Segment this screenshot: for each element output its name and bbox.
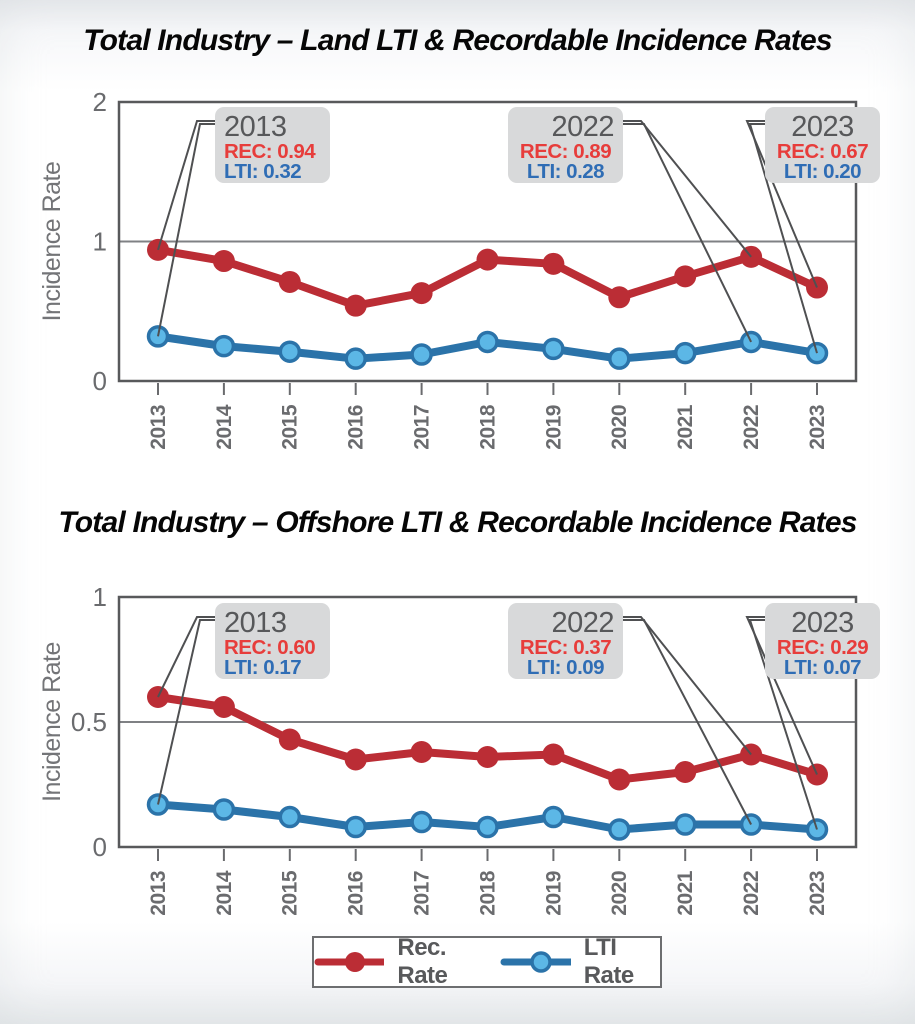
lti-rate-point xyxy=(412,813,431,832)
callout-rec-value: REC: 0.29 xyxy=(776,636,869,659)
rec-rate-point xyxy=(279,729,301,751)
rec-rate-legend-dot xyxy=(345,952,365,972)
rec-rate-point xyxy=(279,271,301,293)
y-tick-label: 1 xyxy=(92,226,107,257)
callout-lti-value: LTI: 0.17 xyxy=(224,656,302,679)
callout-year: 2022 xyxy=(551,111,614,143)
callout-rec-value: REC: 0.37 xyxy=(519,636,612,659)
lti-rate-point xyxy=(676,815,695,834)
x-tick-label: 2017 xyxy=(410,405,434,450)
rec-rate-point xyxy=(674,265,696,287)
x-tick-label: 2013 xyxy=(146,405,170,450)
offshore-chart xyxy=(0,585,915,930)
lti-rate-point xyxy=(214,800,233,819)
x-tick-label: 2019 xyxy=(542,871,566,916)
lti-rate-legend-dot xyxy=(532,953,550,971)
x-tick-label: 2013 xyxy=(146,871,170,916)
callout-year: 2022 xyxy=(551,607,614,639)
x-tick-label: 2021 xyxy=(674,405,698,450)
land-chart-title: Total Industry – Land LTI & Recordable Incidence Rates xyxy=(83,24,832,57)
callout-rec-value: REC: 0.94 xyxy=(224,140,316,163)
lti-rate-point xyxy=(478,332,497,351)
rec-rate-point xyxy=(411,282,433,304)
x-tick-label: 2017 xyxy=(410,871,434,916)
callout-lti-value: LTI: 0.09 xyxy=(526,656,605,679)
lti-rate-point xyxy=(214,337,233,356)
rec-rate-legend-marker xyxy=(314,951,384,973)
lti-rate-point xyxy=(346,818,365,837)
y-axis-title: Incidence Rate xyxy=(38,161,66,322)
x-tick-label: 2020 xyxy=(608,405,632,450)
callout-year: 2013 xyxy=(224,607,287,639)
lti-rate-point xyxy=(544,339,563,358)
lti-rate-point xyxy=(676,344,695,363)
y-tick-label: 1 xyxy=(92,585,107,613)
callout-lti-value: LTI: 0.20 xyxy=(783,160,862,183)
y-axis-title: Incidence Rate xyxy=(38,642,66,802)
rec-rate-point xyxy=(542,253,564,275)
x-tick-label: 2021 xyxy=(674,871,698,916)
callout-year: 2023 xyxy=(791,111,854,143)
lti-rate-point xyxy=(346,349,365,368)
callout-year: 2013 xyxy=(224,111,287,143)
callout-lti-value: LTI: 0.28 xyxy=(526,160,605,183)
callout-rec-value: REC: 0.67 xyxy=(776,140,869,163)
x-tick-label: 2022 xyxy=(740,871,764,916)
x-tick-label: 2023 xyxy=(805,405,829,450)
lti-rate-legend-marker xyxy=(500,951,570,973)
y-tick-label: 2 xyxy=(92,90,107,118)
x-tick-label: 2014 xyxy=(212,405,236,450)
lti-rate-point xyxy=(280,808,299,827)
x-tick-label: 2018 xyxy=(476,405,500,450)
rec-rate-legend-label: Rec. Rate xyxy=(397,934,448,989)
callout-rec-value: REC: 0.60 xyxy=(224,636,316,659)
x-tick-label: 2023 xyxy=(805,871,829,916)
rec-rate-point xyxy=(542,744,564,766)
lti-rate-point xyxy=(610,349,629,368)
rec-rate-point xyxy=(477,249,499,271)
x-tick-label: 2019 xyxy=(542,405,566,450)
rec-rate-point xyxy=(608,286,630,308)
callout-lti-value: LTI: 0.07 xyxy=(783,656,862,679)
lti-rate-point xyxy=(280,342,299,361)
rec-rate-point xyxy=(345,295,367,317)
rec-rate-point xyxy=(213,696,235,718)
y-tick-label: 0.5 xyxy=(70,707,107,738)
x-tick-label: 2016 xyxy=(344,405,368,450)
lti-rate-point xyxy=(544,808,563,827)
x-tick-label: 2015 xyxy=(278,871,302,916)
x-tick-label: 2018 xyxy=(476,871,500,916)
x-tick-label: 2015 xyxy=(278,405,302,450)
rec-rate-point xyxy=(213,250,235,272)
lti-rate-point xyxy=(412,345,431,364)
x-tick-label: 2020 xyxy=(608,871,632,916)
y-tick-label: 0 xyxy=(92,832,107,863)
callout-year: 2023 xyxy=(791,607,854,639)
rec-rate-point xyxy=(674,761,696,783)
land-chart xyxy=(0,90,915,470)
chart-legend xyxy=(312,936,662,988)
offshore-chart-title: Total Industry – Offshore LTI & Recordable Incidence Rates xyxy=(58,506,857,539)
callout-rec-value: REC: 0.89 xyxy=(519,140,612,163)
rec-rate-point xyxy=(608,769,630,791)
x-tick-label: 2022 xyxy=(740,405,764,450)
callout-lti-value: LTI: 0.32 xyxy=(224,160,302,183)
lti-rate-point xyxy=(478,818,497,837)
rec-rate-point xyxy=(345,749,367,771)
y-tick-label: 0 xyxy=(92,366,107,397)
rec-rate-point xyxy=(411,741,433,763)
rec-rate-point xyxy=(477,746,499,768)
lti-rate-point xyxy=(610,820,629,839)
x-tick-label: 2014 xyxy=(212,871,236,916)
x-tick-label: 2016 xyxy=(344,871,368,916)
lti-rate-legend-label: LTI Rate xyxy=(583,934,634,989)
